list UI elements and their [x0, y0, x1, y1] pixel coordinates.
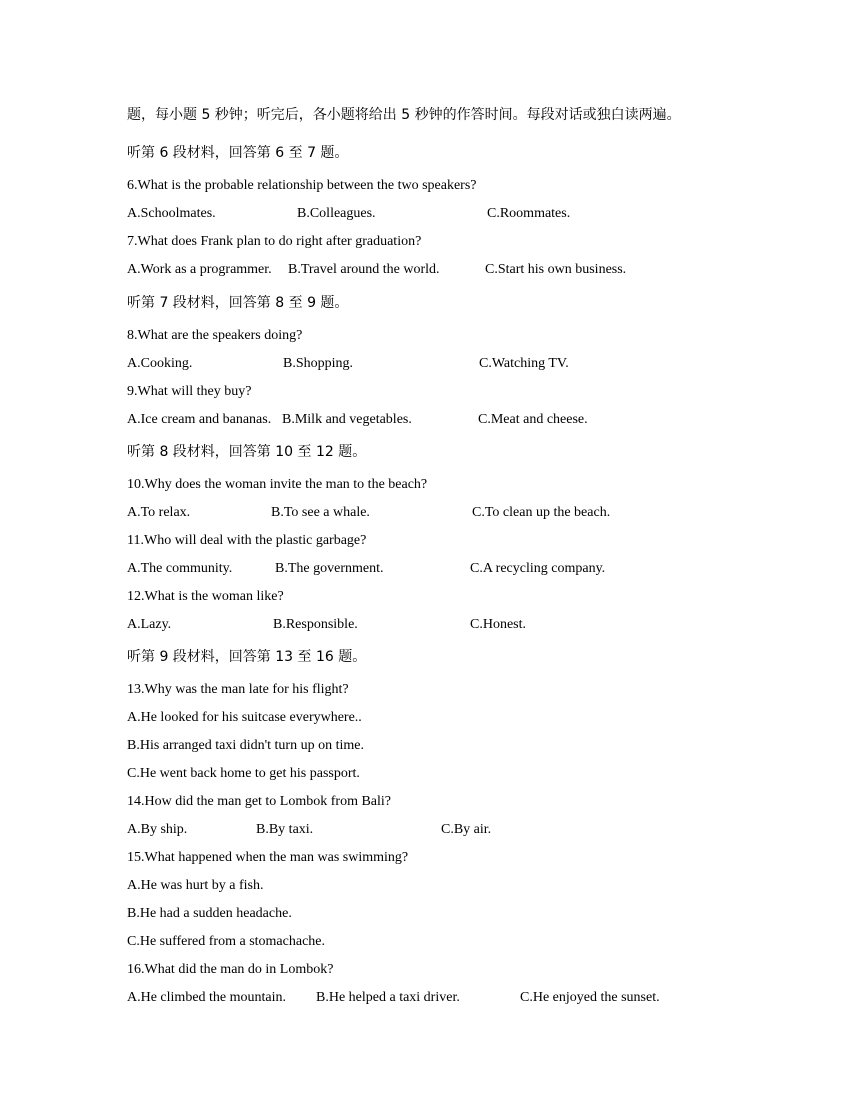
option-c: C.A recycling company.	[470, 561, 606, 576]
option-b: B.By taxi.	[256, 822, 314, 837]
option-a: A.He climbed the mountain.	[127, 990, 287, 1005]
option-b: B.Travel around the world.	[288, 262, 440, 277]
option-b: B.He had a sudden headache.	[127, 906, 292, 921]
question-text: 16.What did the man do in Lombok?	[127, 962, 334, 977]
option-c: C.Meat and cheese.	[478, 412, 588, 427]
section-heading: 听第 7 段材料，回答第 8 至 9 题。	[127, 295, 349, 311]
option-b: B.Responsible.	[273, 617, 358, 632]
option-a: A.He was hurt by a fish.	[127, 878, 264, 893]
option-b: B.Shopping.	[283, 356, 354, 371]
option-a: A.Ice cream and bananas.	[127, 412, 272, 427]
question-text: 8.What are the speakers doing?	[127, 328, 303, 343]
question-text: 14.How did the man get to Lombok from Bali?	[127, 794, 392, 809]
option-c: C.Start his own business.	[485, 262, 627, 277]
question-text: 6.What is the probable relationship between the two speakers?	[127, 178, 477, 193]
option-a: A.To relax.	[127, 505, 191, 520]
question-text: 15.What happened when the man was swimming?	[127, 850, 409, 865]
option-b: B.Milk and vegetables.	[282, 412, 412, 427]
instruction-text: 题，每小题 5 秒钟；听完后，各小题将给出 5 秒钟的作答时间。每段对话或独白读两遍。	[127, 107, 681, 123]
option-b: B.He helped a taxi driver.	[316, 990, 460, 1005]
option-c: C.By air.	[441, 822, 492, 837]
option-c: C.To clean up the beach.	[472, 505, 611, 520]
option-b: B.The government.	[275, 561, 384, 576]
option-c: C.He went back home to get his passport.	[127, 766, 360, 781]
option-c: C.He enjoyed the sunset.	[520, 990, 660, 1005]
option-a: A.Schoolmates.	[127, 206, 216, 221]
question-text: 13.Why was the man late for his flight?	[127, 682, 349, 697]
option-a: A.Work as a programmer.	[127, 262, 272, 277]
section-heading: 听第 9 段材料，回答第 13 至 16 题。	[127, 649, 367, 665]
question-text: 11.Who will deal with the plastic garbage?	[127, 533, 367, 548]
option-b: B.Colleagues.	[297, 206, 376, 221]
option-a: A.Cooking.	[127, 356, 193, 371]
question-text: 9.What will they buy?	[127, 384, 252, 399]
option-b: B.To see a whale.	[271, 505, 370, 520]
option-a: A.Lazy.	[127, 617, 172, 632]
option-a: A.By ship.	[127, 822, 188, 837]
question-text: 12.What is the woman like?	[127, 589, 284, 604]
option-c: C.He suffered from a stomachache.	[127, 934, 325, 949]
option-c: C.Honest.	[470, 617, 526, 632]
section-heading: 听第 8 段材料，回答第 10 至 12 题。	[127, 444, 367, 460]
section-heading: 听第 6 段材料，回答第 6 至 7 题。	[127, 145, 349, 161]
option-b: B.His arranged taxi didn't turn up on time.	[127, 738, 364, 753]
question-text: 7.What does Frank plan to do right after graduation?	[127, 234, 422, 249]
option-a: A.He looked for his suitcase everywhere..	[127, 710, 362, 725]
option-c: C.Watching TV.	[479, 356, 569, 371]
option-a: A.The community.	[127, 561, 233, 576]
question-text: 10.Why does the woman invite the man to the beach?	[127, 477, 428, 492]
option-c: C.Roommates.	[487, 206, 571, 221]
